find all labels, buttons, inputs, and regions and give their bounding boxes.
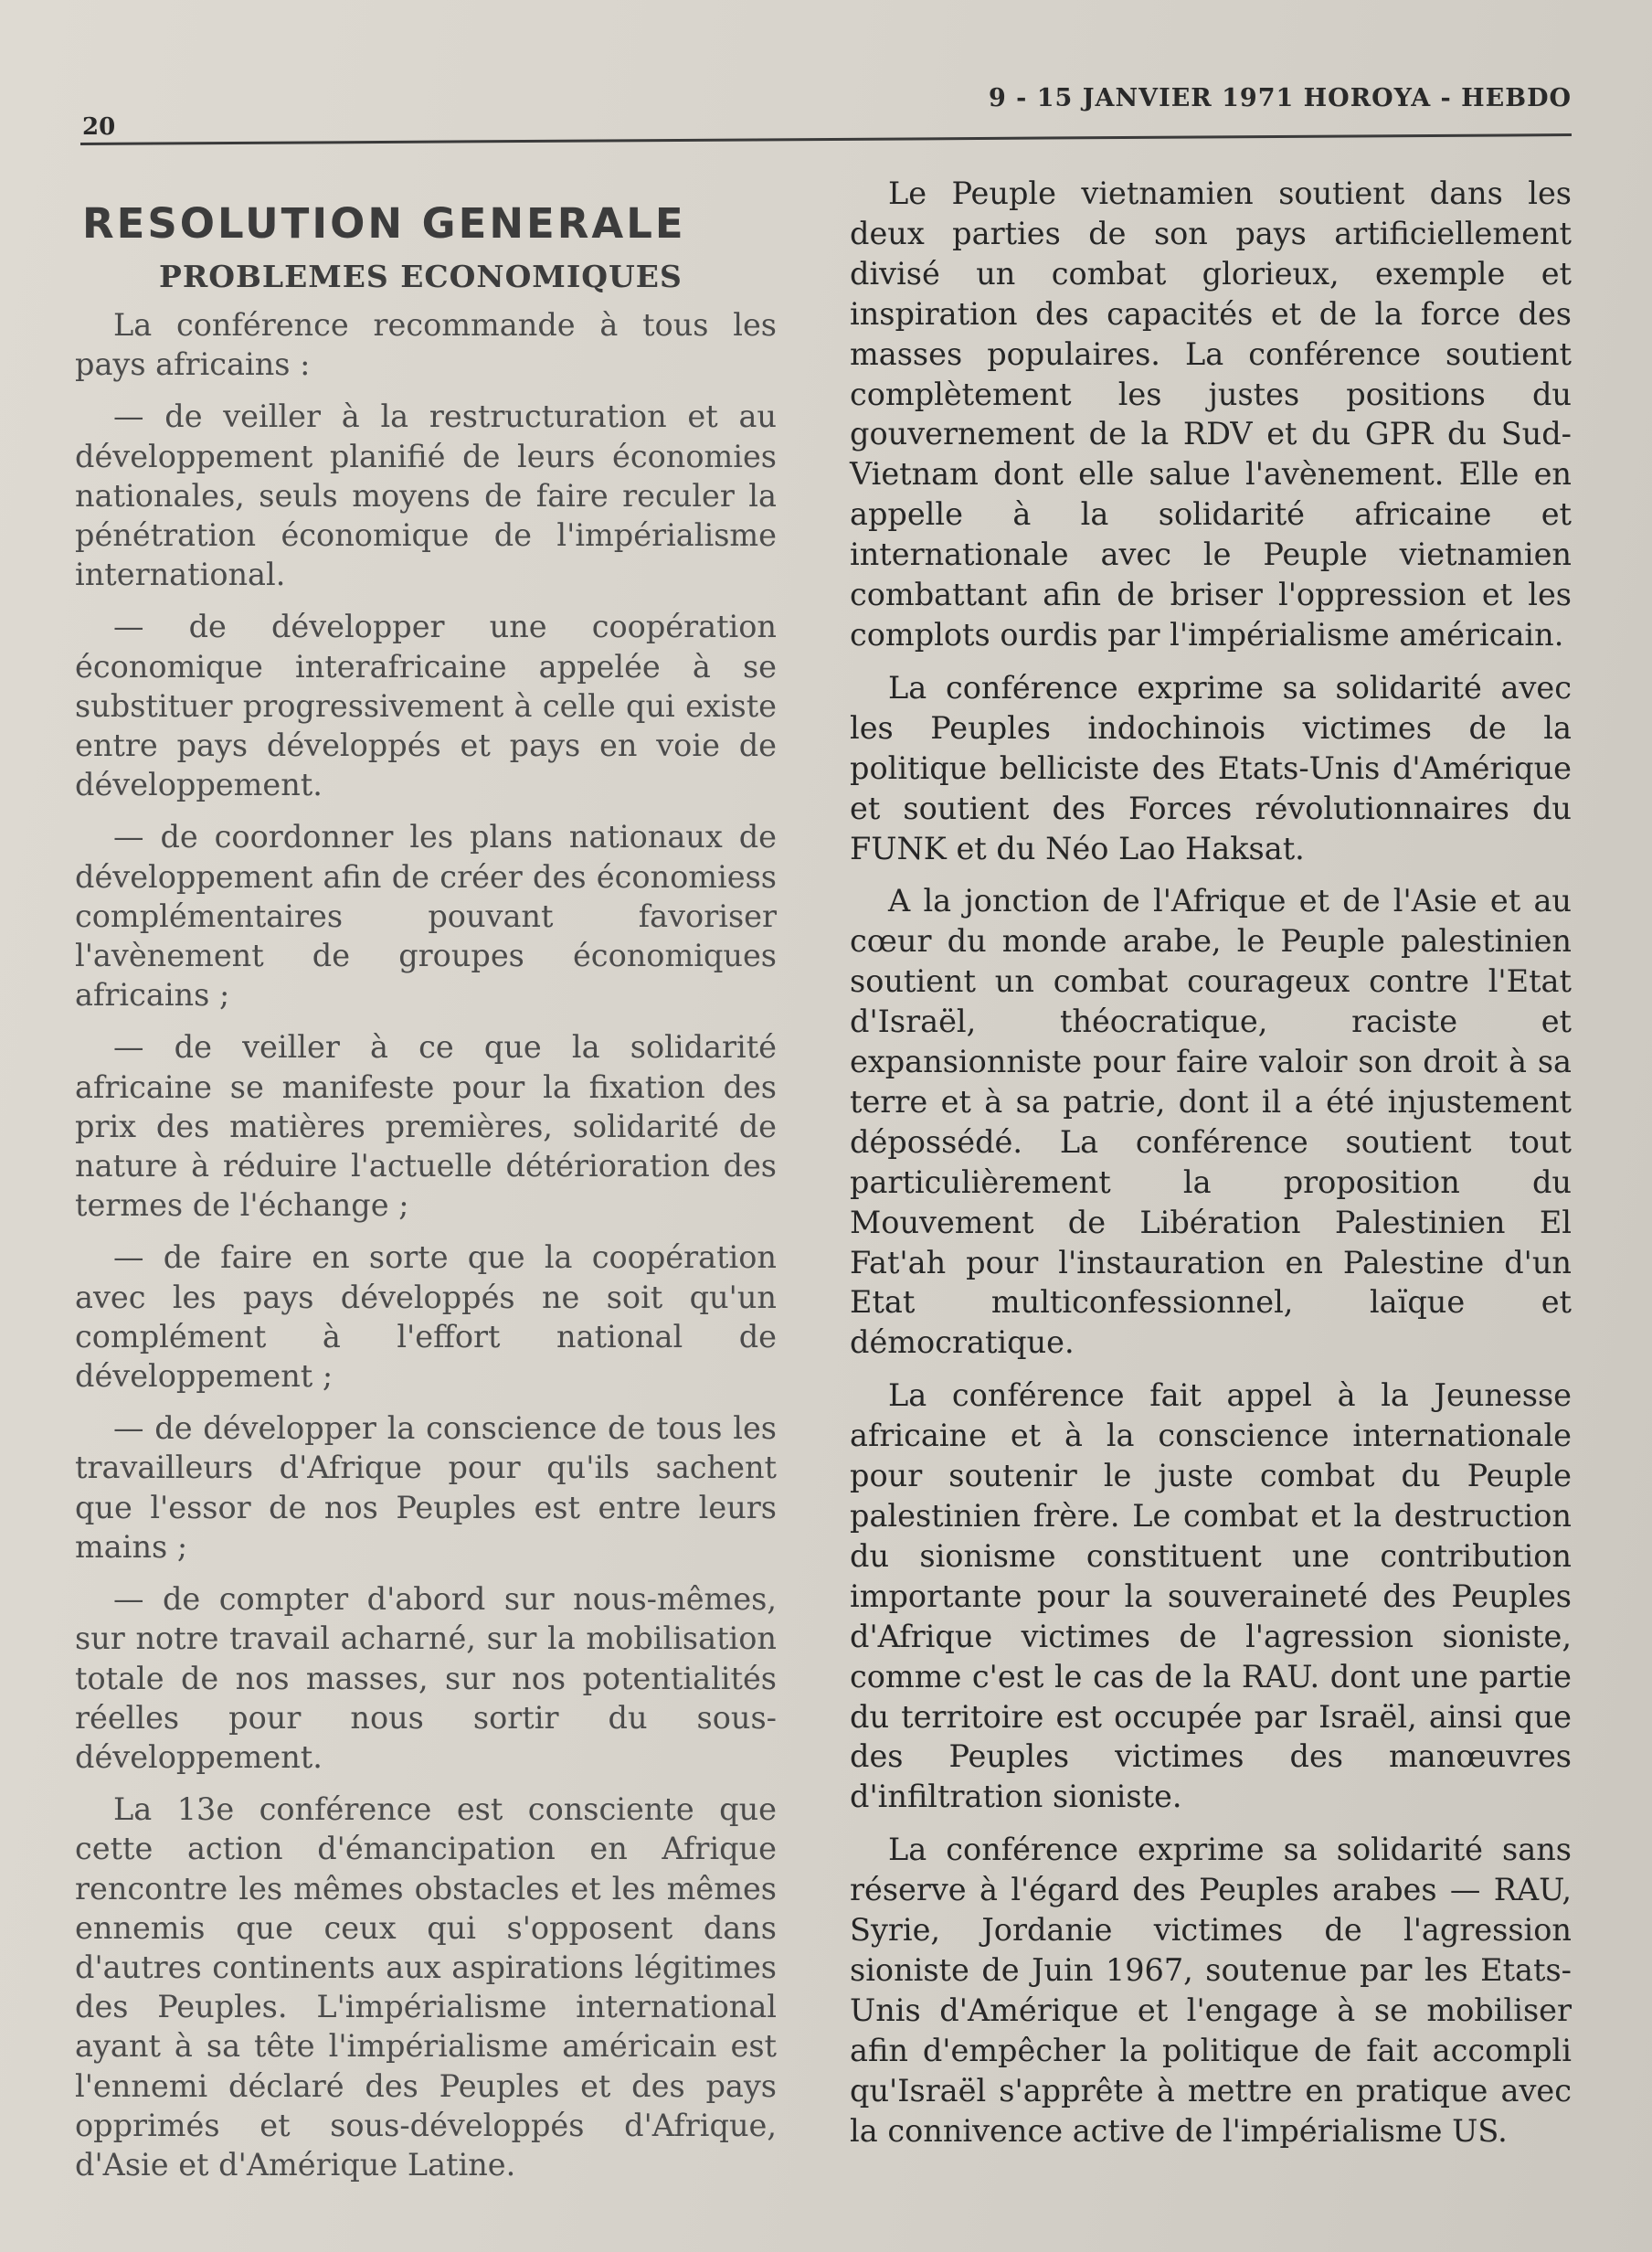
paragraph: — de coordonner les plans nationaux de développement afin de créer des économiess complémentaires pouvant favoriser l'avènement de groupes économiques africains ; xyxy=(75,819,777,1014)
paragraph: — de faire en sorte que la coopération avec les pays développés ne soit qu'un complément à l'effort national de développement ; xyxy=(75,1239,777,1395)
page-header xyxy=(73,77,1572,150)
paragraph: La conférence recommande à tous les pays africains : xyxy=(75,307,777,383)
paragraph: La conférence exprime sa solidarité sans réserve à l'égard des Peuples arabes — RAU, Syrie, Jordanie victimes de l'agression sioniste de Juin 1967, soutenue par les Etats-Unis d'Amérique et l'engage à se mobiliser afin d'empêcher la politique de fait accompli qu'Israël s'apprête à mettre en pratique avec la connivence active de l'impérialisme US. xyxy=(850,1832,1572,2149)
paragraph: La 13e conférence est consciente que cette action d'émancipation en Afrique rencontre les mêmes obstacles et les mêmes ennemis que ceux qui s'opposent dans d'autres continents aux aspirations légitimes des Peuples. L'impérialisme international ayant à sa tête l'impérialisme américain est l'ennemi déclaré des Peuples et des pays opprimés et sous-développés d'Afrique, d'Asie et d'Amérique Latine. xyxy=(75,1791,777,2183)
paragraph: A la jonction de l'Afrique et de l'Asie et au cœur du monde arabe, le Peuple palestinien soutient un combat courageux contre l'Etat d'Israël, théocratique, raciste et expansionniste pour faire valoir son droit à sa terre et à sa patrie, dont il a été injustement dépossédé. La conférence soutient tout particulièrement la proposition du Mouvement de Libération Palestinien El Fat'ah pour l'instauration en Palestine d'un Etat multiconfessionnel, laïque et démocratique. xyxy=(850,883,1572,1361)
article-subheading: PROBLEMES ECONOMIQUES xyxy=(159,259,683,294)
left-column xyxy=(75,194,777,2197)
header-rule xyxy=(80,133,1572,145)
paragraph: — de veiller à ce que la solidarité africaine se manifeste pour la fixation des prix des matières premières, solidarité de nature à réduire l'actuelle détérioration des termes de l'échange ; xyxy=(75,1029,777,1224)
paragraph: — de développer une coopération économique interafricaine appelée à se substituer progressivement à celle qui existe entre pays développés et pays en voie de développement. xyxy=(75,609,777,803)
right-column xyxy=(850,174,1572,2164)
article-headline: RESOLUTION GENERALE xyxy=(82,199,686,248)
running-head: 9 - 15 JANVIER 1971 HOROYA - HEBDO xyxy=(988,84,1572,112)
paragraph: — de veiller à la restructuration et au développement planifié de leurs économies nationales, seuls moyens de faire reculer la pénétration économique de l'impérialisme international. xyxy=(75,398,777,593)
paragraph: La conférence fait appel à la Jeunesse africaine et à la conscience internationale pour soutenir le juste combat du Peuple palestinien frère. Le combat et la destruction du sionisme constituent une contribution importante pour la souveraineté des Peuples d'Afrique victimes de l'agression sioniste, comme c'est le cas de la RAU. dont une partie du territoire est occupée par Israël, ainsi que des Peuples victimes des manœuvres d'infiltration sioniste. xyxy=(850,1377,1572,1815)
paragraph: — de développer la conscience de tous les travailleurs d'Afrique pour qu'ils sachent que l'essor de nos Peuples est entre leurs mains ; xyxy=(75,1410,777,1565)
page-number: 20 xyxy=(82,113,116,141)
paragraph: La conférence exprime sa solidarité avec les Peuples indochinois victimes de la politique belliciste des Etats-Unis d'Amérique et soutient des Forces révolutionnaires du FUNK et du Néo Lao Haksat. xyxy=(850,669,1572,866)
paragraph: — de compter d'abord sur nous-mêmes, sur notre travail acharné, sur la mobilisation totale de nos masses, sur nos potentialités réelles pour nous sortir du sous-développement. xyxy=(75,1581,777,1775)
paragraph: Le Peuple vietnamien soutient dans les deux parties de son pays artificiellement divisé un combat glorieux, exemple et inspiration des capacités et de la force des masses populaires. La conférence soutient complètement les justes positions du gouvernement de la RDV et du GPR du Sud-Vietnam dont elle salue l'avènement. Elle en appelle à la solidarité africaine et internationale avec le Peuple vietnamien combattant afin de briser l'oppression et les complots ourdis par l'impérialisme américain. xyxy=(850,175,1572,653)
